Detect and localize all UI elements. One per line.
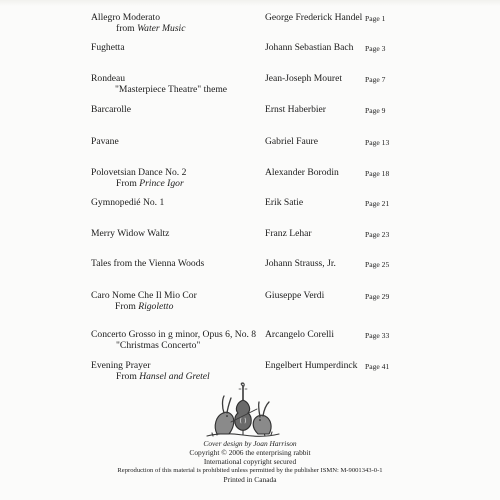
composer-name: Ernst Haberbier bbox=[265, 104, 327, 115]
page-number: Page 3 bbox=[365, 44, 386, 53]
piece-source: From Prince Igor bbox=[116, 178, 184, 189]
composer-name: Johann Sebastian Bach bbox=[265, 42, 354, 53]
piece-subtitle: "Masterpiece Theatre" theme bbox=[115, 84, 228, 95]
piece-title: Fughetta bbox=[91, 42, 125, 53]
contents-entry bbox=[0, 228, 500, 258]
rabbits-with-cello-icon bbox=[203, 382, 283, 440]
piece-title: Rondeau bbox=[91, 73, 126, 84]
piece-title: Barcarolle bbox=[91, 104, 131, 115]
page-number: Page 25 bbox=[365, 260, 390, 269]
piece-title: Merry Widow Waltz bbox=[91, 228, 170, 239]
piece-title: Gymnopedié No. 1 bbox=[91, 197, 165, 208]
page-number: Page 13 bbox=[365, 138, 390, 147]
piece-title: Pavane bbox=[91, 136, 119, 147]
composer-name: Johann Strauss, Jr. bbox=[265, 258, 336, 269]
page-edge bbox=[0, 0, 500, 6]
composer-name: Gabriel Faure bbox=[265, 136, 319, 147]
contents-entry bbox=[0, 258, 500, 288]
contents-entry bbox=[0, 290, 500, 320]
composer-name: Franz Lehar bbox=[265, 228, 312, 239]
composer-name: George Frederick Handel bbox=[265, 12, 363, 23]
copyright-secured: International copyright secured bbox=[203, 457, 297, 466]
contents-entry bbox=[0, 329, 500, 359]
page-number: Page 33 bbox=[365, 331, 390, 340]
reproduction-notice: Reproduction of this material is prohibited unless permitted by the publisher ISMN: M-9001343-0-1 bbox=[117, 467, 383, 474]
page-number: Page 1 bbox=[365, 14, 386, 23]
page-number: Page 41 bbox=[365, 362, 390, 371]
contents-entry bbox=[0, 167, 500, 197]
page-number: Page 29 bbox=[365, 292, 390, 301]
composer-name: Jean-Joseph Mouret bbox=[265, 73, 342, 84]
page-number: Page 7 bbox=[365, 75, 386, 84]
page-number: Page 9 bbox=[365, 106, 386, 115]
composer-name: Erik Satie bbox=[265, 197, 304, 208]
piece-title: Caro Nome Che Il Mio Cor bbox=[91, 290, 197, 301]
composer-name: Giuseppe Verdi bbox=[265, 290, 325, 301]
contents-entry bbox=[0, 42, 500, 72]
printed-in: Printed in Canada bbox=[223, 475, 277, 484]
piece-source: from Water Music bbox=[116, 23, 186, 34]
composer-name: Arcangelo Corelli bbox=[265, 329, 334, 340]
piece-source: From Rigoletto bbox=[115, 301, 174, 312]
piece-source: From Hansel and Gretel bbox=[116, 371, 210, 382]
contents-entry bbox=[0, 136, 500, 166]
page-number: Page 23 bbox=[365, 230, 390, 239]
composer-name: Alexander Borodin bbox=[265, 167, 339, 178]
composer-name: Engelbert Humperdinck bbox=[265, 360, 358, 371]
contents-entry bbox=[0, 197, 500, 227]
contents-entry bbox=[0, 12, 500, 42]
piece-title: Evening Prayer bbox=[91, 360, 151, 371]
piece-title: Polovetsian Dance No. 2 bbox=[91, 167, 187, 178]
piece-title: Allegro Moderato bbox=[91, 12, 161, 23]
contents-entry bbox=[0, 104, 500, 134]
piece-title: Concerto Grosso in g minor, Opus 6, No. 8 bbox=[91, 329, 257, 340]
page-number: Page 18 bbox=[365, 169, 390, 178]
piece-subtitle: "Christmas Concerto" bbox=[116, 340, 201, 351]
cover-design-credit: Cover design by Joan Harrison bbox=[203, 439, 297, 448]
copyright-line: Copyright © 2006 the enterprising rabbit bbox=[189, 448, 311, 457]
contents-entry bbox=[0, 73, 500, 103]
piece-title: Tales from the Vienna Woods bbox=[91, 258, 205, 269]
page-number: Page 21 bbox=[365, 199, 390, 208]
